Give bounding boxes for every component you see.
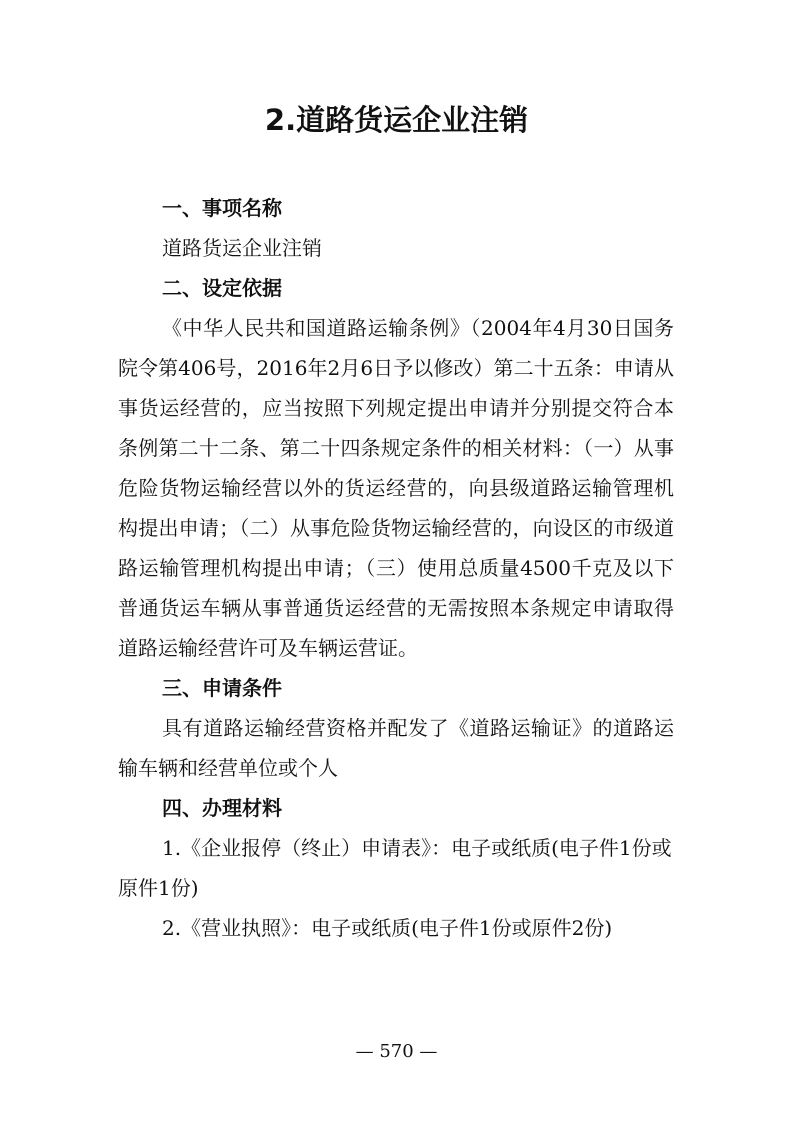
section-heading-conditions: 三、申请条件 bbox=[162, 676, 282, 700]
material-item-2: 2.《营业执照》：电子或纸质(电子件1份或原件2份) bbox=[162, 916, 613, 940]
section-heading-item-name: 一、事项名称 bbox=[162, 196, 282, 220]
basis-text: 《中华人民共和国道路运输条例》（2004年4月30日国务院令第406号，2016年2月6日予以修改）第二十五条：申请从事货运经营的，应当按照下列规定提出申请并分别提交符合本条例第二十二条、第二十四条规定条件的相关材料：（一）从事危险货物运输经营以外的货运经营的，向县级道路运输管理机构提出申请；（二）从事危险货物运输经营的，向设区的市级道路运输管理机构提出申请；（三）使用总质量4500千克及以下普通货运车辆从事普通货运经营的无需按照本条规定申请取得道路运输经营许可及车辆运营证。 bbox=[118, 316, 674, 660]
page-title: 2.道路货运企业注销 bbox=[264, 103, 529, 137]
document-body bbox=[118, 188, 674, 948]
page-number: — 570 — bbox=[355, 1041, 438, 1062]
conditions-text: 具有道路运输经营资格并配发了《道路运输证》的道路运输车辆和经营单位或个人 bbox=[118, 716, 674, 780]
section-heading-materials: 四、办理材料 bbox=[162, 796, 282, 820]
section-heading-basis: 二、设定依据 bbox=[162, 276, 282, 300]
item-name-text: 道路货运企业注销 bbox=[162, 236, 322, 260]
material-item-1: 1.《企业报停（终止）申请表》：电子或纸质(电子件1份或原件1份) bbox=[118, 836, 672, 900]
